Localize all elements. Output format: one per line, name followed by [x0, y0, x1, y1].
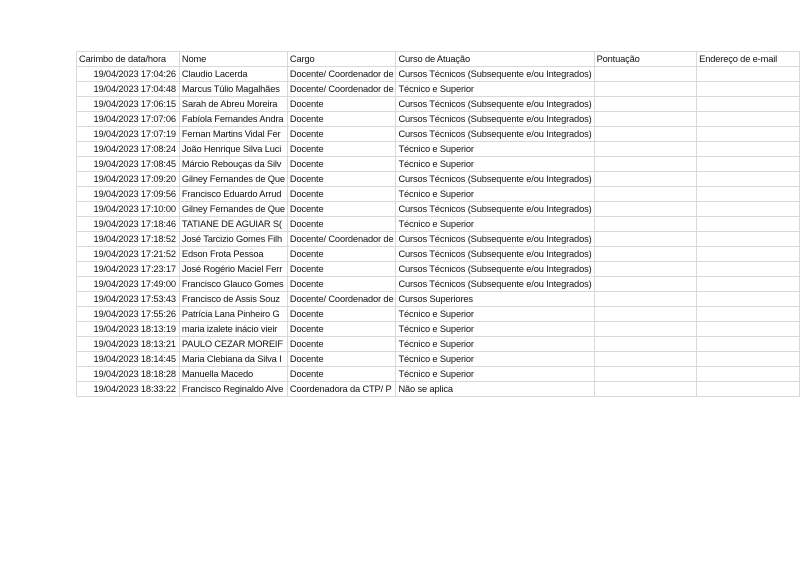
cell-email [697, 97, 800, 112]
header-email: Endereço de e-mail [697, 52, 800, 67]
cell-role: Docente [287, 352, 396, 367]
cell-email [697, 247, 800, 262]
cell-name: Edson Frota Pessoa [179, 247, 287, 262]
table-row [77, 262, 800, 277]
table-row [77, 97, 800, 112]
cell-email [697, 187, 800, 202]
cell-timestamp: 19/04/2023 18:13:21 [77, 337, 180, 352]
cell-name: José Rogério Maciel Ferr [179, 262, 287, 277]
cell-timestamp: 19/04/2023 17:55:26 [77, 307, 180, 322]
cell-email [697, 337, 800, 352]
table-row [77, 202, 800, 217]
cell-role: Docente [287, 217, 396, 232]
cell-email [697, 277, 800, 292]
cell-email [697, 82, 800, 97]
cell-course: Técnico e Superior [396, 82, 594, 97]
cell-name: Marcus Túlio Magalhães [179, 82, 287, 97]
table-row [77, 127, 800, 142]
cell-role: Docente [287, 307, 396, 322]
cell-name: PAULO CEZAR MOREIF [179, 337, 287, 352]
cell-role: Docente [287, 262, 396, 277]
cell-course: Não se aplica [396, 382, 594, 397]
cell-email [697, 382, 800, 397]
cell-course: Técnico e Superior [396, 307, 594, 322]
header-row [77, 52, 800, 67]
cell-score [594, 262, 697, 277]
table-row [77, 232, 800, 247]
table-row [77, 352, 800, 367]
table-row [77, 82, 800, 97]
header-timestamp: Carimbo de data/hora [77, 52, 180, 67]
table-row [77, 217, 800, 232]
header-role: Cargo [287, 52, 396, 67]
cell-email [697, 292, 800, 307]
cell-timestamp: 19/04/2023 17:10:00 [77, 202, 180, 217]
cell-role: Docente/ Coordenador de [287, 232, 396, 247]
cell-email [697, 322, 800, 337]
cell-timestamp: 19/04/2023 18:13:19 [77, 322, 180, 337]
header-name: Nome [179, 52, 287, 67]
cell-email [697, 307, 800, 322]
cell-role: Docente [287, 322, 396, 337]
cell-timestamp: 19/04/2023 17:07:19 [77, 127, 180, 142]
cell-role: Docente [287, 277, 396, 292]
cell-timestamp: 19/04/2023 17:08:45 [77, 157, 180, 172]
table-row [77, 112, 800, 127]
cell-email [697, 112, 800, 127]
table-row [77, 67, 800, 82]
cell-course: Técnico e Superior [396, 322, 594, 337]
cell-role: Docente [287, 202, 396, 217]
cell-score [594, 307, 697, 322]
cell-email [697, 127, 800, 142]
cell-name: Francisco Reginaldo Alve [179, 382, 287, 397]
table-row [77, 307, 800, 322]
cell-email [697, 217, 800, 232]
cell-role: Docente [287, 367, 396, 382]
spreadsheet-table [76, 51, 800, 397]
table-row [77, 187, 800, 202]
cell-course: Técnico e Superior [396, 352, 594, 367]
cell-role: Coordenadora da CTP/ P [287, 382, 396, 397]
cell-score [594, 337, 697, 352]
header-course: Curso de Atuação [396, 52, 594, 67]
cell-role: Docente [287, 127, 396, 142]
cell-name: Gilney Fernandes de Que [179, 172, 287, 187]
cell-timestamp: 19/04/2023 17:08:24 [77, 142, 180, 157]
cell-score [594, 142, 697, 157]
cell-course: Cursos Técnicos (Subsequente e/ou Integrados) [396, 262, 594, 277]
table-row [77, 172, 800, 187]
header-score: Pontuação [594, 52, 697, 67]
cell-role: Docente [287, 97, 396, 112]
cell-course: Técnico e Superior [396, 157, 594, 172]
cell-name: Márcio Rebouças da Silv [179, 157, 287, 172]
cell-course: Cursos Técnicos (Subsequente e/ou Integrados) [396, 172, 594, 187]
cell-role: Docente [287, 142, 396, 157]
cell-score [594, 292, 697, 307]
table-row [77, 382, 800, 397]
cell-course: Cursos Técnicos (Subsequente e/ou Integrados) [396, 112, 594, 127]
cell-name: TATIANE DE AGUIAR S( [179, 217, 287, 232]
cell-course: Cursos Técnicos (Subsequente e/ou Integrados) [396, 247, 594, 262]
cell-name: Fabíola Fernandes Andra [179, 112, 287, 127]
table-row [77, 322, 800, 337]
cell-course: Técnico e Superior [396, 217, 594, 232]
cell-course: Cursos Técnicos (Subsequente e/ou Integrados) [396, 202, 594, 217]
table-row [77, 277, 800, 292]
cell-email [697, 157, 800, 172]
cell-course: Técnico e Superior [396, 142, 594, 157]
cell-name: Claudio Lacerda [179, 67, 287, 82]
cell-score [594, 187, 697, 202]
table-row [77, 337, 800, 352]
cell-score [594, 277, 697, 292]
cell-timestamp: 19/04/2023 17:06:15 [77, 97, 180, 112]
cell-score [594, 352, 697, 367]
cell-name: Manuella Macedo [179, 367, 287, 382]
table-row [77, 367, 800, 382]
cell-role: Docente/ Coordenador de [287, 82, 396, 97]
cell-course: Cursos Superiores [396, 292, 594, 307]
cell-course: Cursos Técnicos (Subsequente e/ou Integrados) [396, 127, 594, 142]
cell-course: Técnico e Superior [396, 367, 594, 382]
cell-course: Técnico e Superior [396, 187, 594, 202]
cell-timestamp: 19/04/2023 17:07:06 [77, 112, 180, 127]
cell-score [594, 232, 697, 247]
cell-name: Maria Clebiana da Silva I [179, 352, 287, 367]
cell-timestamp: 19/04/2023 17:18:52 [77, 232, 180, 247]
cell-email [697, 262, 800, 277]
table-row [77, 247, 800, 262]
cell-score [594, 127, 697, 142]
cell-timestamp: 19/04/2023 17:09:56 [77, 187, 180, 202]
cell-name: João Henrique Silva Luci [179, 142, 287, 157]
cell-name: Gilney Fernandes de Que [179, 202, 287, 217]
cell-score [594, 97, 697, 112]
cell-name: Francisco Eduardo Arrud [179, 187, 287, 202]
table-row [77, 142, 800, 157]
cell-score [594, 172, 697, 187]
table-row [77, 157, 800, 172]
cell-score [594, 112, 697, 127]
cell-email [697, 367, 800, 382]
cell-name: Francisco Glauco Gomes [179, 277, 287, 292]
cell-score [594, 322, 697, 337]
cell-name: Patrícia Lana Pinheiro G [179, 307, 287, 322]
cell-course: Cursos Técnicos (Subsequente e/ou Integrados) [396, 277, 594, 292]
cell-role: Docente [287, 112, 396, 127]
cell-course: Cursos Técnicos (Subsequente e/ou Integrados) [396, 97, 594, 112]
cell-timestamp: 19/04/2023 17:18:46 [77, 217, 180, 232]
cell-email [697, 352, 800, 367]
cell-course: Cursos Técnicos (Subsequente e/ou Integrados) [396, 232, 594, 247]
cell-role: Docente [287, 187, 396, 202]
cell-timestamp: 19/04/2023 17:09:20 [77, 172, 180, 187]
cell-score [594, 82, 697, 97]
cell-score [594, 367, 697, 382]
cell-role: Docente/ Coordenador de [287, 67, 396, 82]
cell-name: maria izalete inácio vieir [179, 322, 287, 337]
cell-name: Sarah de Abreu Moreira [179, 97, 287, 112]
cell-timestamp: 19/04/2023 18:33:22 [77, 382, 180, 397]
cell-timestamp: 19/04/2023 17:49:00 [77, 277, 180, 292]
cell-role: Docente/ Coordenador de [287, 292, 396, 307]
cell-role: Docente [287, 247, 396, 262]
cell-role: Docente [287, 172, 396, 187]
cell-role: Docente [287, 337, 396, 352]
cell-score [594, 382, 697, 397]
cell-score [594, 157, 697, 172]
cell-timestamp: 19/04/2023 17:04:48 [77, 82, 180, 97]
cell-name: José Tarcizio Gomes Filh [179, 232, 287, 247]
cell-timestamp: 19/04/2023 18:14:45 [77, 352, 180, 367]
cell-score [594, 217, 697, 232]
cell-score [594, 247, 697, 262]
cell-timestamp: 19/04/2023 17:53:43 [77, 292, 180, 307]
cell-email [697, 232, 800, 247]
cell-email [697, 202, 800, 217]
cell-name: Fernan Martins Vidal Fer [179, 127, 287, 142]
cell-timestamp: 19/04/2023 17:23:17 [77, 262, 180, 277]
cell-name: Francisco de Assis Souz [179, 292, 287, 307]
cell-timestamp: 19/04/2023 17:04:26 [77, 67, 180, 82]
cell-email [697, 172, 800, 187]
cell-timestamp: 19/04/2023 17:21:52 [77, 247, 180, 262]
table-row [77, 292, 800, 307]
cell-score [594, 67, 697, 82]
cell-role: Docente [287, 157, 396, 172]
cell-score [594, 202, 697, 217]
cell-email [697, 142, 800, 157]
cell-course: Cursos Técnicos (Subsequente e/ou Integrados) [396, 67, 594, 82]
cell-timestamp: 19/04/2023 18:18:28 [77, 367, 180, 382]
cell-email [697, 67, 800, 82]
cell-course: Técnico e Superior [396, 337, 594, 352]
